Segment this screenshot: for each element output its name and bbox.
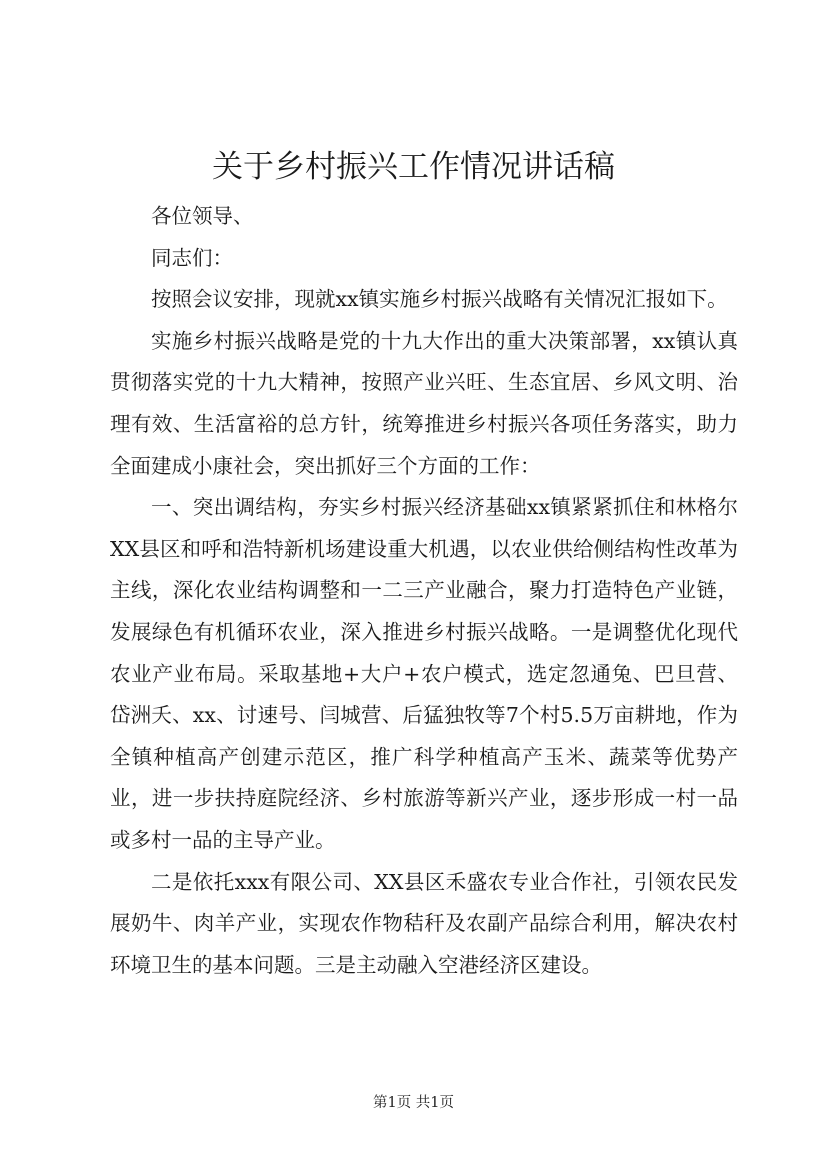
salutation-leaders: 各位领导、 (151, 204, 254, 228)
document-title: 关于乡村振兴工作情况讲话稿 (212, 149, 615, 185)
paragraph-intro: 按照会议安排，现就xx镇实施乡村振兴战略有关情况汇报如下。 (151, 287, 728, 312)
page-number: 第1页 共1页 (372, 1095, 455, 1111)
document-body (110, 196, 738, 986)
paragraph-cooperatives: 二是依托xxx有限公司、XX县区禾盛农专业合作社，引领农民发展奶牛、肉羊产业，实现农作物秸秆及农副产品综合利用，解决农村环境卫生的基本问题。三是主动融入空港经济区建设。 (110, 869, 738, 977)
paragraph-structure: 一、突出调结构，夯实乡村振兴经济基础xx镇紧紧抓住和林格尔XX县区和呼和浩特新机场建设重大机遇，以农业供给侧结构性改革为主线，深化农业结构调整和一二三产业融合，聚力打造特色产业链，发展绿色有机循环农业，深入推进乡村振兴战略。一是调整优化现代农业产业布局。采取基地+大户+农户模式，选定忽通兔、巴旦营、岱洲夭、xx、讨速号、闫城营、后猛独牧等7个村5.5万亩耕地，作为全镇种植高产创建示范区，推广科学种植高产玉米、蔬菜等优势产业，进一步扶持庭院经济、乡村旅游等新兴产业，逐步形成一村一品或多村一品的主导产业。 (110, 495, 738, 852)
paragraph-strategy: 实施乡村振兴战略是党的十九大作出的重大决策部署，xx镇认真贯彻落实党的十九大精神，按照产业兴旺、生态宜居、乡风文明、治理有效、生活富裕的总方针，统筹推进乡村振兴各项任务落实，助力全面建成小康社会，突出抓好三个方面的工作： (110, 328, 738, 478)
salutation-comrades: 同志们： (151, 245, 233, 270)
